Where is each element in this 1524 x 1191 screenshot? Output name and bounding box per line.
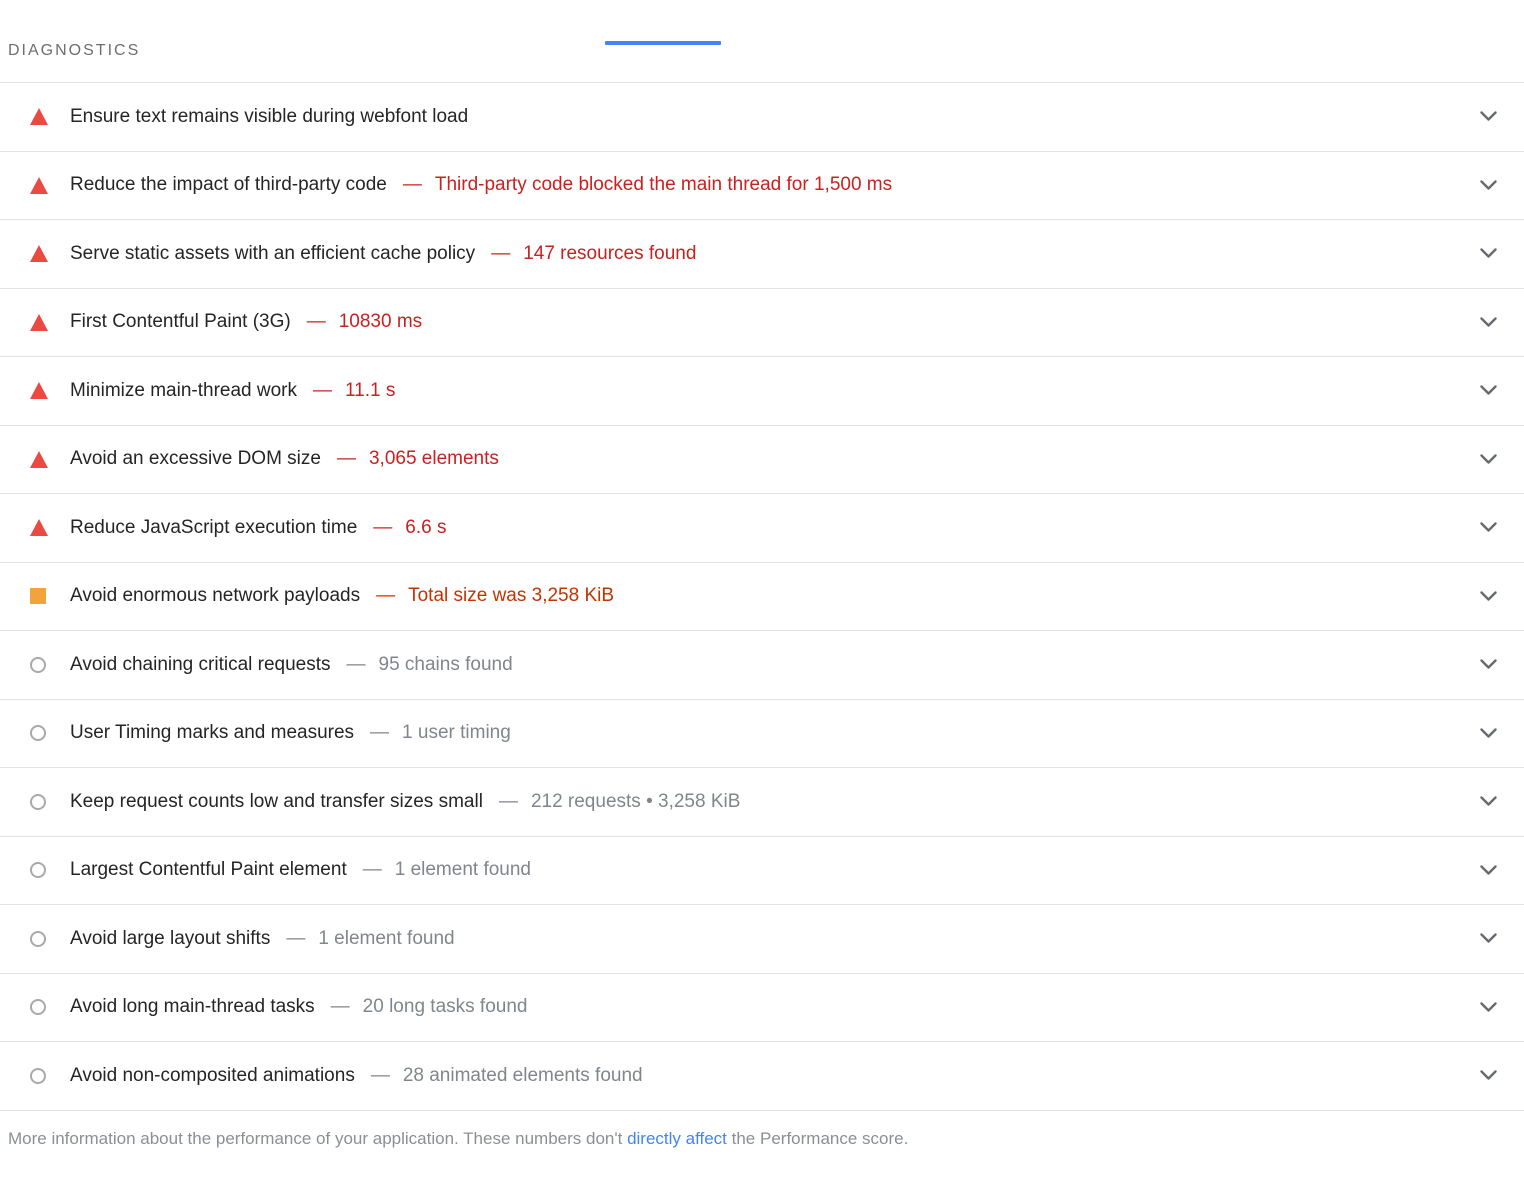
diagnostic-separator: — xyxy=(336,448,356,470)
fail-triangle-icon xyxy=(30,245,48,262)
diagnostic-title: Avoid chaining critical requests xyxy=(70,653,331,675)
diagnostic-title: Minimize main-thread work xyxy=(70,379,298,401)
diagnostic-row[interactable] xyxy=(0,837,1524,906)
diagnostic-separator: — xyxy=(286,927,306,949)
diagnostic-row[interactable] xyxy=(0,494,1524,563)
diagnostic-row[interactable] xyxy=(0,220,1524,289)
diagnostic-separator: — xyxy=(346,653,366,675)
diagnostic-separator: — xyxy=(362,859,382,881)
diagnostic-title: Avoid non-composited animations xyxy=(70,1064,355,1086)
diagnostic-separator: — xyxy=(330,996,350,1018)
chevron-down-icon[interactable] xyxy=(1480,522,1497,533)
diagnostics-list xyxy=(0,82,1524,1111)
selected-tab-indicator xyxy=(605,41,721,45)
diagnostic-separator: — xyxy=(370,722,390,744)
diagnostic-title: Keep request counts low and transfer sizes small xyxy=(70,790,483,812)
diagnostic-row[interactable] xyxy=(0,83,1524,152)
neutral-circle-icon xyxy=(30,794,46,810)
neutral-circle-icon xyxy=(30,931,46,947)
footer-text-before: More information about the performance of your application. These numbers don't xyxy=(8,1128,628,1148)
chevron-down-icon[interactable] xyxy=(1480,865,1497,876)
chevron-down-icon[interactable] xyxy=(1480,728,1497,739)
directly-affect-link[interactable]: directly affect xyxy=(627,1128,727,1148)
diagnostic-title: Avoid an excessive DOM size xyxy=(70,448,321,470)
diagnostic-row[interactable] xyxy=(0,152,1524,221)
diagnostic-value: 95 chains found xyxy=(378,653,513,675)
diagnostic-title: Avoid large layout shifts xyxy=(70,927,271,949)
neutral-circle-icon xyxy=(30,1068,46,1084)
diagnostic-row[interactable] xyxy=(0,563,1524,632)
chevron-down-icon[interactable] xyxy=(1480,317,1497,328)
diagnostic-separator: — xyxy=(370,1064,390,1086)
footer-text-after: the Performance score. xyxy=(726,1128,909,1148)
diagnostic-value: 147 resources found xyxy=(523,242,697,264)
diagnostic-title: First Contentful Paint (3G) xyxy=(70,311,291,333)
diagnostic-title: Avoid enormous network payloads xyxy=(70,585,361,607)
fail-triangle-icon xyxy=(30,519,48,536)
average-square-icon xyxy=(30,588,46,604)
fail-triangle-icon xyxy=(30,382,48,399)
diagnostics-section-heading: DIAGNOSTICS xyxy=(8,42,141,59)
diagnostic-title: Largest Contentful Paint element xyxy=(70,859,347,881)
diagnostic-row[interactable] xyxy=(0,768,1524,837)
neutral-circle-icon xyxy=(30,657,46,673)
diagnostic-value: 20 long tasks found xyxy=(362,996,528,1018)
footer-note xyxy=(8,1129,1524,1149)
fail-triangle-icon xyxy=(30,108,48,125)
chevron-down-icon[interactable] xyxy=(1480,180,1497,191)
diagnostic-title: Serve static assets with an efficient cache policy xyxy=(70,242,476,264)
diagnostic-separator: — xyxy=(376,585,396,607)
diagnostic-value: 6.6 s xyxy=(405,516,447,538)
chevron-down-icon[interactable] xyxy=(1480,454,1497,465)
diagnostic-value: 1 user timing xyxy=(402,722,511,744)
diagnostic-value: Total size was 3,258 KiB xyxy=(408,585,615,607)
chevron-down-icon[interactable] xyxy=(1480,1070,1497,1081)
diagnostic-row[interactable] xyxy=(0,1042,1524,1111)
chevron-down-icon[interactable] xyxy=(1480,385,1497,396)
diagnostic-separator: — xyxy=(373,516,393,538)
chevron-down-icon[interactable] xyxy=(1480,111,1497,122)
neutral-circle-icon xyxy=(30,999,46,1015)
diagnostic-title: Ensure text remains visible during webfont load xyxy=(70,105,469,127)
diagnostic-separator: — xyxy=(306,311,326,333)
diagnostic-title: Reduce the impact of third-party code xyxy=(70,174,387,196)
diagnostic-row[interactable] xyxy=(0,357,1524,426)
diagnostic-title: User Timing marks and measures xyxy=(70,722,355,744)
diagnostic-separator: — xyxy=(402,174,422,196)
diagnostic-row[interactable] xyxy=(0,289,1524,358)
diagnostic-row[interactable] xyxy=(0,974,1524,1043)
diagnostic-row[interactable] xyxy=(0,700,1524,769)
chevron-down-icon[interactable] xyxy=(1480,248,1497,259)
diagnostic-title: Reduce JavaScript execution time xyxy=(70,516,358,538)
diagnostic-value: 11.1 s xyxy=(345,379,396,401)
diagnostic-separator: — xyxy=(491,242,511,264)
chevron-down-icon[interactable] xyxy=(1480,796,1497,807)
diagnostic-value: 212 requests • 3,258 KiB xyxy=(530,790,741,812)
diagnostic-value: 28 animated elements found xyxy=(402,1064,643,1086)
chevron-down-icon[interactable] xyxy=(1480,659,1497,670)
neutral-circle-icon xyxy=(30,725,46,741)
diagnostic-value: 1 element found xyxy=(318,927,455,949)
diagnostic-value: 3,065 elements xyxy=(368,448,499,470)
diagnostic-value: 10830 ms xyxy=(338,311,423,333)
diagnostic-row[interactable] xyxy=(0,631,1524,700)
fail-triangle-icon xyxy=(30,314,48,331)
neutral-circle-icon xyxy=(30,862,46,878)
chevron-down-icon[interactable] xyxy=(1480,1002,1497,1013)
fail-triangle-icon xyxy=(30,451,48,468)
diagnostic-title: Avoid long main-thread tasks xyxy=(70,996,315,1018)
diagnostic-separator: — xyxy=(498,790,518,812)
diagnostic-row[interactable] xyxy=(0,426,1524,495)
fail-triangle-icon xyxy=(30,177,48,194)
diagnostic-value: 1 element found xyxy=(394,859,531,881)
chevron-down-icon[interactable] xyxy=(1480,933,1497,944)
diagnostic-value: Third-party code blocked the main thread for 1,500 ms xyxy=(434,174,893,196)
diagnostic-row[interactable] xyxy=(0,905,1524,974)
chevron-down-icon[interactable] xyxy=(1480,591,1497,602)
diagnostic-separator: — xyxy=(313,379,333,401)
